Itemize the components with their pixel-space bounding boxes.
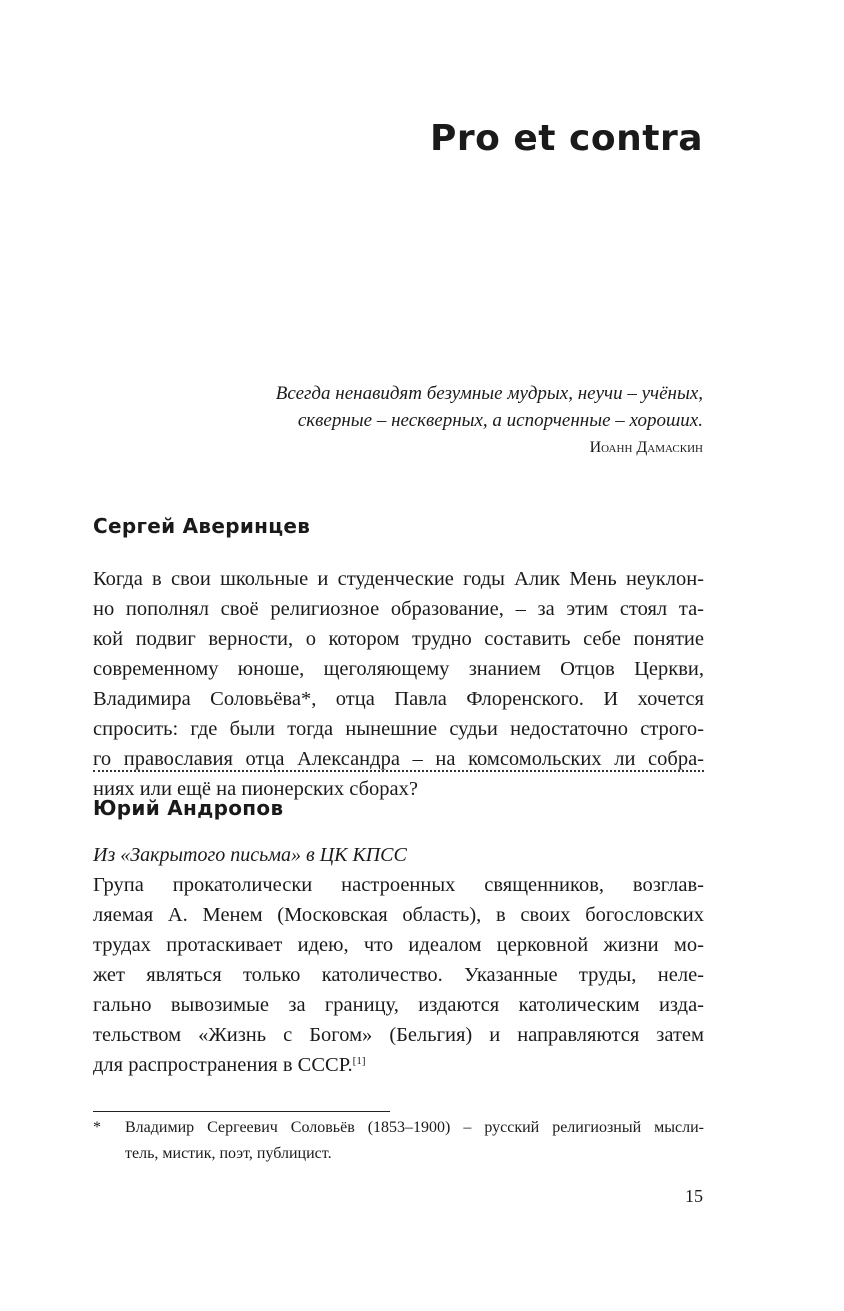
section-subtitle: Из «Закрытого письма» в ЦК КПСС (93, 844, 407, 866)
text-line: жет являться только католичество. Указанные труды, неле- (93, 964, 704, 986)
section-andropov (93, 794, 704, 1080)
footnote-text (125, 1115, 704, 1167)
text-line: современному юноше, щеголяющему знанием Отцов Церкви, (93, 658, 704, 680)
text-line: спросить: где были тогда нынешние судьи недостаточно строго- (93, 718, 704, 740)
text-line: го православия отца Александра – на комсомольских ли собра- (93, 748, 704, 770)
epigraph-line: скверные – нескверных, а испорченные – хороших. (297, 410, 703, 431)
footnote (93, 1115, 704, 1167)
text-line: для распространения в СССР. (93, 1054, 353, 1076)
text-line: ляемая А. Менем (Московская область), в своих богословских (93, 904, 704, 926)
page-number: 15 (685, 1186, 703, 1206)
text-line: Владимира Соловьёва*, отца Павла Флоренского. И хочется (93, 688, 704, 710)
text-line: Група прокатолически настроенных священников, возглав- (93, 874, 704, 896)
section-divider (93, 770, 704, 772)
footnote-line: Владимир Сергеевич Соловьёв (1853–1900) – русский религиозный мысли- (125, 1119, 704, 1136)
reference-mark[interactable]: [1] (352, 1055, 366, 1067)
epigraph-author: Иоанн Дамаскин (589, 439, 703, 456)
text-line-last (93, 1050, 704, 1080)
footnote-line: тель, мистик, поэт, публицист. (125, 1145, 332, 1162)
section-averintsev (93, 512, 704, 804)
footnote-rule (93, 1111, 390, 1112)
text-line: кой подвиг верности, о котором трудно составить себе понятие (93, 628, 704, 650)
footnote-marker: * (93, 1119, 101, 1136)
section-author-heading: Сергей Аверинцев (93, 514, 311, 538)
section-author-heading: Юрий Андропов (93, 796, 284, 820)
text-line: но пополнял своё религиозное образование, – за этим стоял та- (93, 598, 704, 620)
text-line: Когда в свои школьные и студенческие годы Алик Мень неуклон- (93, 568, 704, 590)
text-line: гально вывозимые за границу, издаются католическим изда- (93, 994, 704, 1016)
epigraph (233, 380, 703, 461)
chapter-title: Pro et contra (429, 118, 703, 159)
section-body (93, 564, 704, 804)
text-line: ниях или ещё на пионерских сборах? (93, 778, 418, 800)
epigraph-line: Всегда ненавидят безумные мудрых, неучи – учёных, (275, 383, 703, 404)
section-body (93, 870, 704, 1080)
text-line: трудах протаскивает идею, что идеалом церковной жизни мо- (93, 934, 704, 956)
text-line: тельством «Жизнь с Богом» (Бельгия) и направляются затем (93, 1024, 704, 1046)
